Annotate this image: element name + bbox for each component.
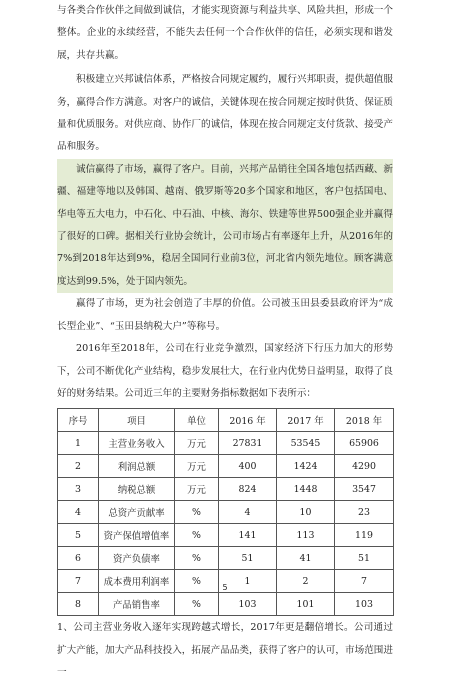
- table-cell: 51: [219, 547, 277, 570]
- table-cell: 产品销售率: [99, 593, 175, 616]
- table-cell: 27831: [219, 432, 277, 455]
- table-cell: 3547: [335, 478, 394, 501]
- table-cell: 利润总额: [99, 455, 175, 478]
- table-cell: 6: [58, 547, 99, 570]
- table-cell: %: [175, 547, 219, 570]
- table-cell: 8: [58, 593, 99, 616]
- table-cell: 103: [219, 593, 277, 616]
- table-row: [58, 478, 394, 501]
- table-cell: 10: [277, 501, 335, 524]
- table-cell: 2: [277, 570, 335, 593]
- table-row: [58, 547, 394, 570]
- table-cell: 主营业务收入: [99, 432, 175, 455]
- table-cell: 4: [58, 501, 99, 524]
- header-cell: 单位: [175, 409, 219, 432]
- table-cell: 824: [219, 478, 277, 501]
- table-row: [58, 593, 394, 616]
- table-cell: 141: [219, 524, 277, 547]
- table-row: [58, 455, 394, 478]
- table-cell: 3: [58, 478, 99, 501]
- table-header-row: [58, 409, 394, 432]
- table-cell: 纳税总额: [99, 478, 175, 501]
- table-cell: 113: [277, 524, 335, 547]
- table-cell: 资产负债率: [99, 547, 175, 570]
- table-cell: 101: [277, 593, 335, 616]
- page-number: 5: [222, 583, 228, 592]
- table-cell: 2: [58, 455, 99, 478]
- table-cell: %: [175, 593, 219, 616]
- paragraph-6: 1、公司主营业务收入逐年实现跨越式增长，2017年更是翻倍增长。公司通过扩大产能，加大产品科技投入，拓展产品品类，获得了客户的认可，市场范围进一: [57, 622, 393, 679]
- table-cell: %: [175, 501, 219, 524]
- paragraph-3: 诚信赢得了市场，赢得了客户。目前，兴邦产品销往全国各地包括西藏、新疆、福建等地以及韩国、越南、俄罗斯等20多个国家和地区，客户包括国电、华电等五大电力，中石化、中石油、中核、海尔、铁建等世界500强企业并赢得了很好的口碑。据相关行业协会统计，公司市场占有率逐年上升，从2016年的7%到2018年达到9%，稳居全国同行业前3位，河北省内领先地位。顾客满意度达到99.5%，处于国内领先。: [57, 159, 393, 293]
- table-cell: 41: [277, 547, 335, 570]
- header-cell: 项目: [99, 409, 175, 432]
- paragraph-5: 2016年至2018年，公司在行业竞争激烈，国家经济下行压力加大的形势下，公司不断优化产业结构，稳步发展壮大，在行业内优势日益明显，取得了良好的财务结果。公司近三年的主要财务指标数据如下表所示：: [57, 343, 393, 399]
- table-cell: 103: [335, 593, 394, 616]
- paragraph-1: 与各类合作伙伴之间做到诚信，才能实现资源与利益共享、风险共担，形成一个整体。企业的永续经营，不能失去任何一个合作伙伴的信任，必须实现和谐发展，共存共赢。: [57, 5, 393, 61]
- table-cell: 119: [335, 524, 394, 547]
- table-cell: 万元: [175, 455, 219, 478]
- table-cell: 400: [219, 455, 277, 478]
- table-cell: 1: [58, 432, 99, 455]
- table-row: [58, 524, 394, 547]
- table-cell: %: [175, 570, 219, 593]
- table-cell: 1424: [277, 455, 335, 478]
- table-cell: 7: [58, 570, 99, 593]
- table-cell: 51: [335, 547, 394, 570]
- table-row: [58, 501, 394, 524]
- page-content: [57, 0, 393, 685]
- table-cell: 资产保值增值率: [99, 524, 175, 547]
- table-cell: 5: [58, 524, 99, 547]
- header-cell: 2016 年: [219, 409, 277, 432]
- table-cell: 4290: [335, 455, 394, 478]
- paragraph-2: 积极建立兴邦诚信体系，严格按合同规定履约，履行兴邦职责，提供超值服务，赢得合作方满意。对客户的诚信，关键体现在按合同规定按时供货、保证质量和优质服务。对供应商、协作厂的诚信，体现在按合同规定支付货款、接受产品和服务。: [57, 74, 393, 153]
- table-cell: 53545: [277, 432, 335, 455]
- table-cell: 成本费用利润率: [99, 570, 175, 593]
- header-cell: 序号: [58, 409, 99, 432]
- table-cell: 4: [219, 501, 277, 524]
- header-cell: 2017 年: [277, 409, 335, 432]
- table-row: [58, 432, 394, 455]
- header-cell: 2018 年: [335, 409, 394, 432]
- paragraph-4: 赢得了市场，更为社会创造了丰厚的价值。公司被玉田县委县政府评为“成长型企业”、“玉田县纳税大户”等称号。: [57, 298, 393, 332]
- table-cell: 65906: [335, 432, 394, 455]
- table-cell: 23: [335, 501, 394, 524]
- table-cell: 总资产贡献率: [99, 501, 175, 524]
- table-cell: 万元: [175, 478, 219, 501]
- table-cell: 1448: [277, 478, 335, 501]
- table-cell: 7: [335, 570, 394, 593]
- table-cell: %: [175, 524, 219, 547]
- table-cell: 1: [219, 570, 277, 593]
- table-cell: 万元: [175, 432, 219, 455]
